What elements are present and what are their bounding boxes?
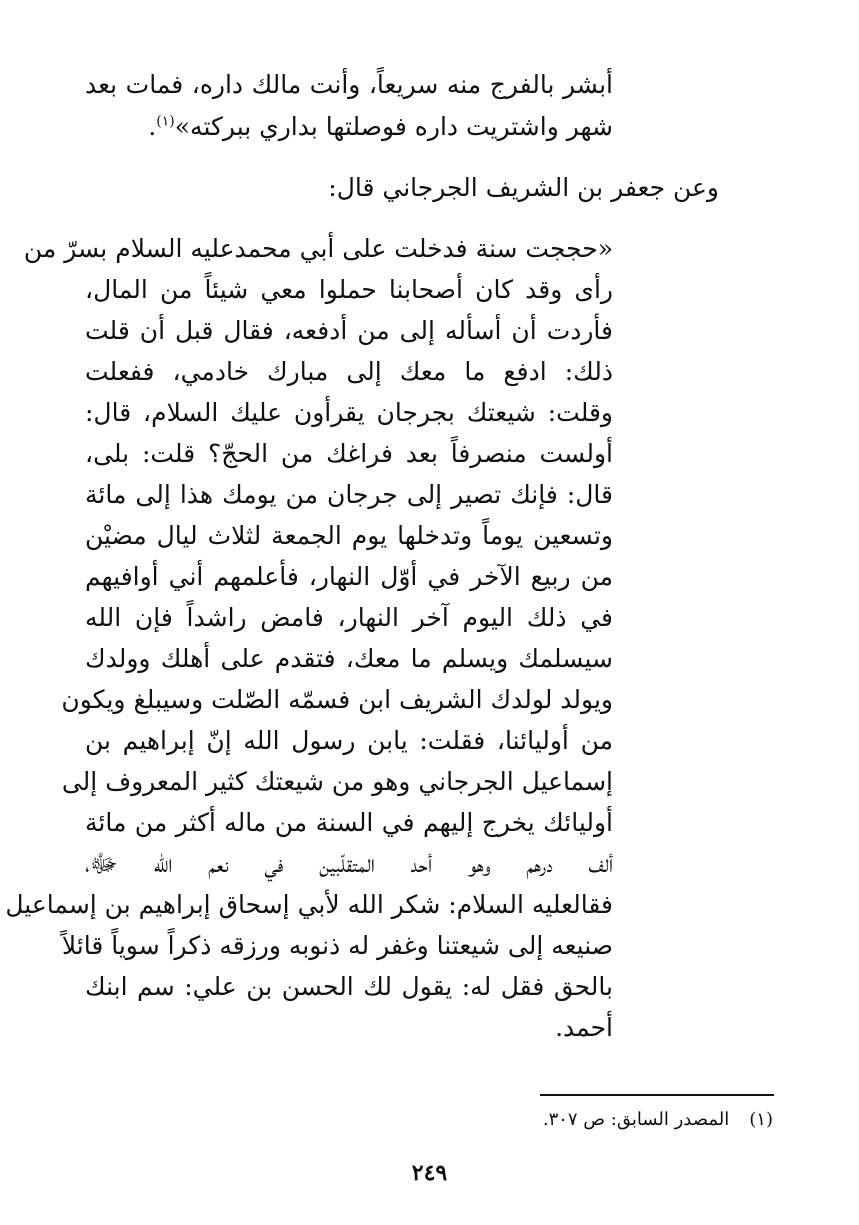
main-line: في ذلك اليوم آخر النهار، فامض راشداً فإن الله (85, 603, 613, 632)
main-line: أحمد. (555, 1013, 613, 1042)
main-line: «حججت سنة فدخلت على أبي محمدعليه السلام بسرّ من (23, 234, 613, 263)
main-line: ويولد لولدك الشريف ابن فسمّه الصّلت وسيبلغ ويكون (61, 685, 613, 714)
main-line: سيسلمك ويسلم ما معك، فتقدم على أهلك وولدك (85, 644, 613, 673)
main-line: بالحق فقل له: يقول لك الحسن بن علي: سم ابنك (85, 972, 613, 1001)
main-line: أولست منصرفاً بعد فراغك من الحجّ؟ قلت: بلى، (85, 439, 613, 468)
main-line: من ربيع الآخر في أوّل النهار، فأعلمهم أني أوافيهم (85, 562, 613, 591)
footnote-text: المصدر السابق: ص ٣٠٧. (542, 1109, 730, 1130)
main-line: صنيعه إلى شيعتنا وغفر له ذنوبه ورزقه ذكراً سوياً قائلاً (61, 931, 613, 960)
main-line: فأردت أن أسأله إلى من أدفعه، فقال قبل أن قلت (85, 316, 613, 345)
paragraph-top-line (85, 107, 613, 147)
main-line: رأى وقد كان أصحابنا حملوا معي شيئاً من المال، (85, 275, 613, 304)
main-line: إسماعيل الجرجاني وهو من شيعتك كثير المعروف إلى (61, 767, 613, 796)
main-line: أوليائك يخرج إليهم في السنة من ماله أكثر من مائة (85, 808, 613, 837)
intro-line: وعن جعفر بن الشريف الجرجاني قال: (328, 173, 719, 202)
main-line: ذلك: ادفع ما معك إلى مبارك خادمي، ففعلت (85, 357, 613, 386)
page-number: ٢٤٩ (411, 1160, 448, 1186)
main-line: وقلت: شيعتك بجرجان يقرأون عليك السلام، قال: (85, 398, 613, 427)
footnote-divider (540, 1094, 774, 1096)
main-line: قال: فإنك تصير إلى جرجان من يومك هذا إلى مائة (85, 480, 613, 509)
footnote (543, 1106, 773, 1134)
main-line: من أوليائنا، فقلت: يابن رسول الله إنّ إبراهيم بن (85, 726, 613, 755)
footnote-number: (١) (749, 1109, 773, 1130)
paragraph-top-line-text: شهر واشتريت داره فوصلتها بداري ببركته» (174, 112, 613, 141)
main-line: فقالعليه السلام: شكر الله لأبي إسحاق إبراهيم بن إسماعيل (5, 890, 613, 919)
main-line: وتسعين يوماً وتدخلها يوم الجمعة لثلاث ليال مضيْن (85, 521, 613, 550)
paragraph-top-line: أبشر بالفرج منه سريعاً، وأنت مالك داره، فمات بعد (85, 70, 613, 99)
paragraph-top-end-punct: . (148, 112, 157, 141)
main-line: ألف درهم وهو أحد المتقلّبين في نعم الله ﷻ، (85, 849, 613, 878)
footnote-reference: (١) (156, 113, 175, 130)
